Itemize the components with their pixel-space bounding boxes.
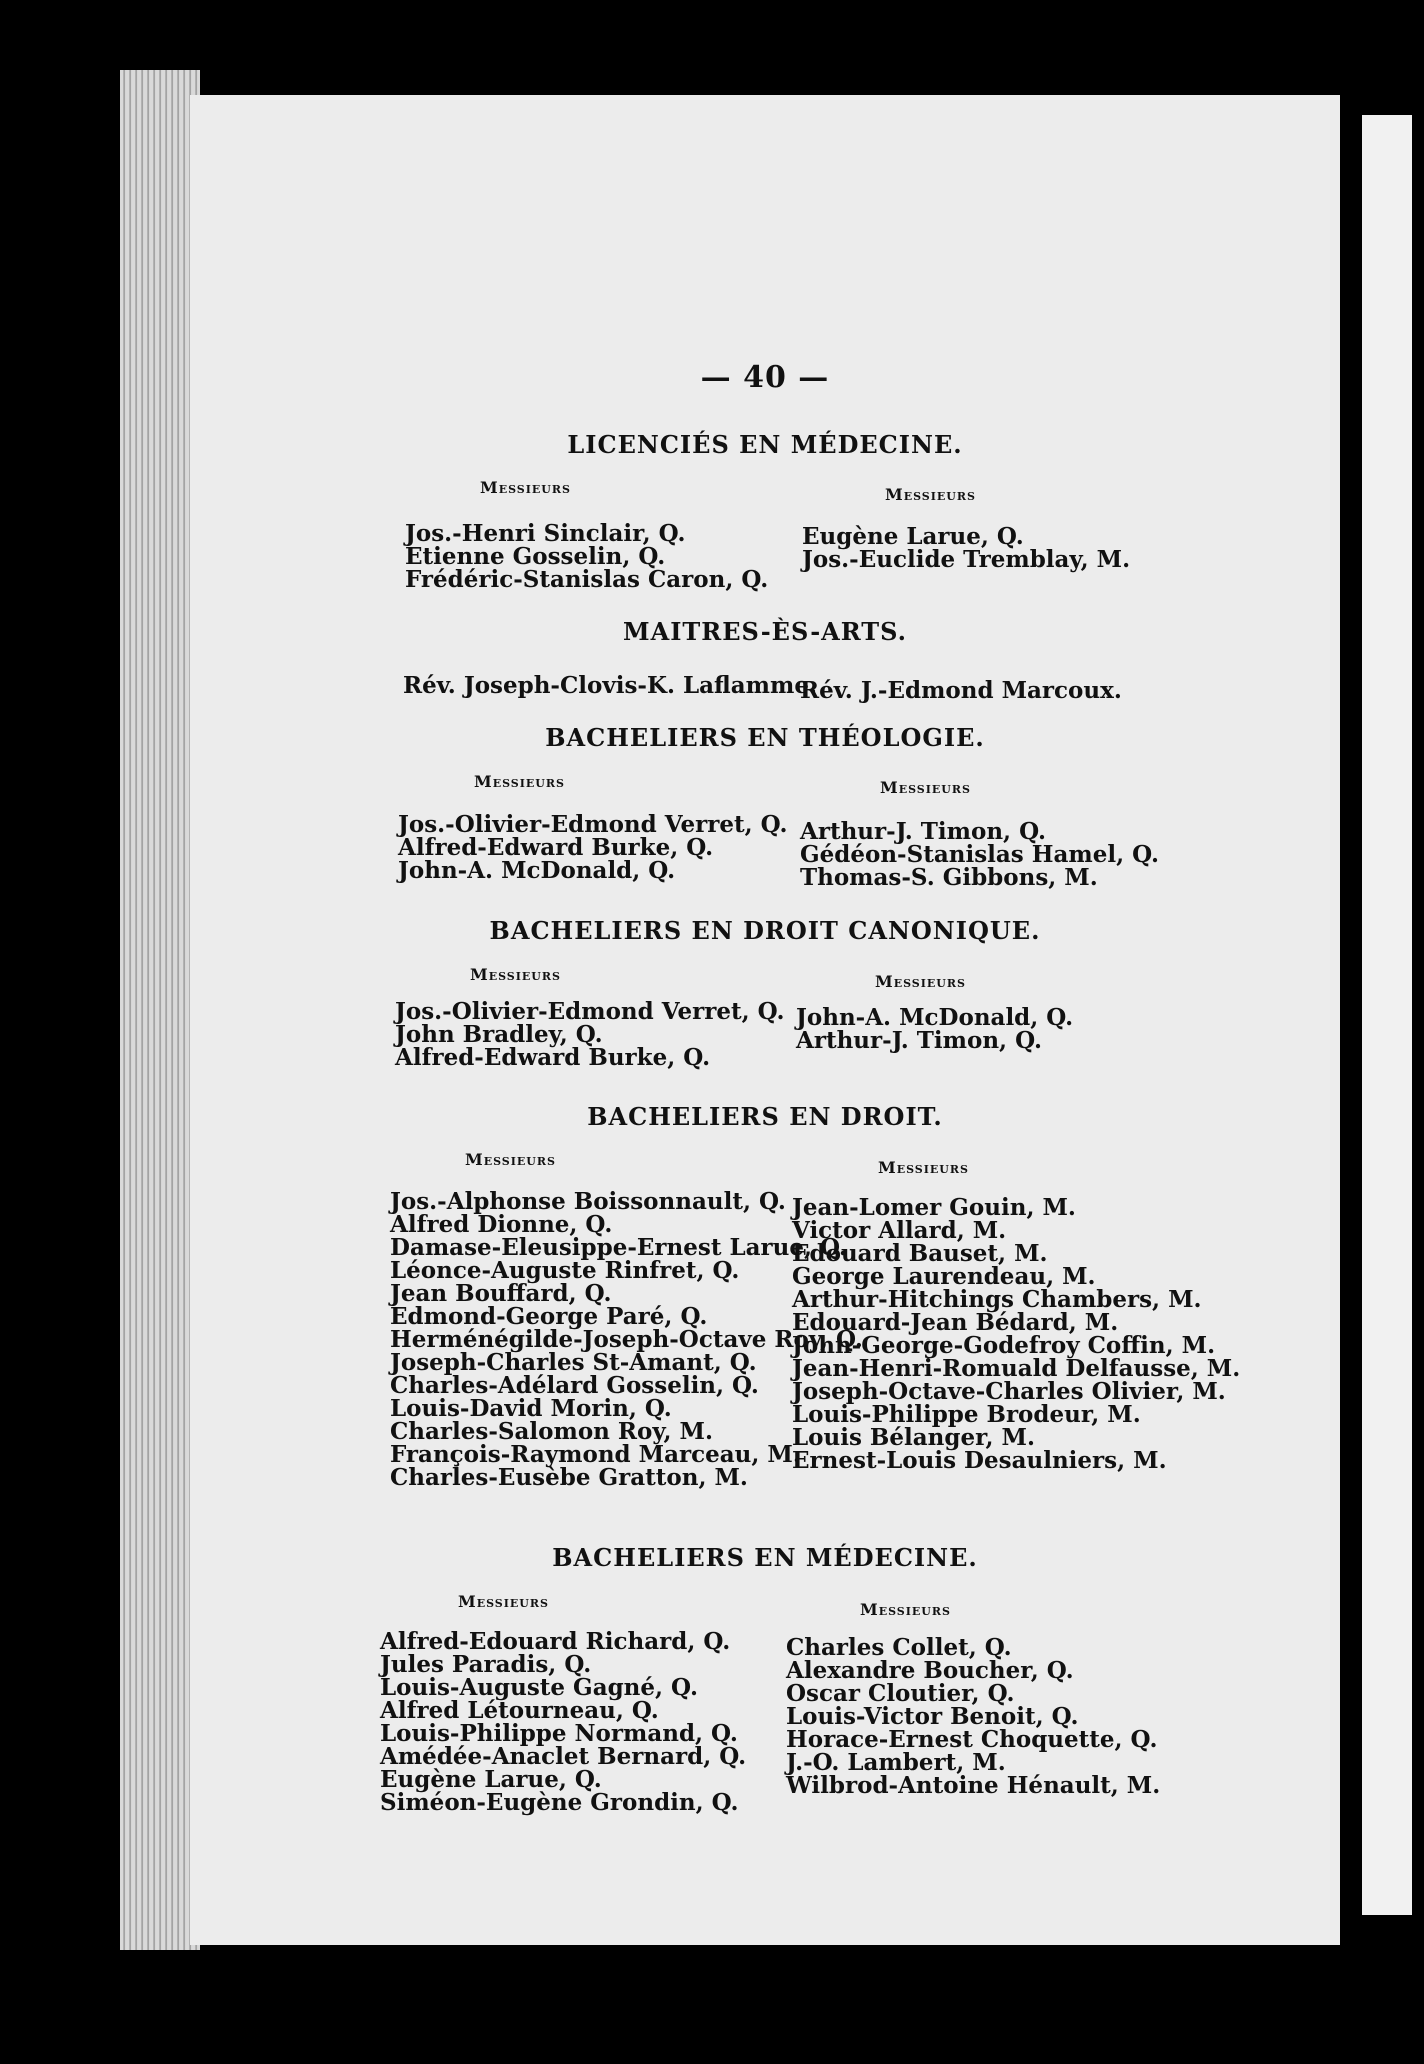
- column-heading-left: Messieurs: [480, 478, 571, 497]
- list-item: Jos.-Alphonse Boissonnault, Q.: [390, 1188, 786, 1215]
- list-item: Jos.-Euclide Tremblay, M.: [802, 546, 1131, 573]
- column-heading-left: Messieurs: [474, 772, 565, 791]
- list-item: Edouard Bauset, M.: [792, 1240, 1048, 1267]
- list-item: Louis-Philippe Brodeur, M.: [792, 1401, 1141, 1428]
- list-item: Alfred Létourneau, Q.: [380, 1697, 659, 1724]
- list-item: Edmond-George Paré, Q.: [390, 1303, 708, 1330]
- list-item: Alfred-Edouard Richard, Q.: [380, 1628, 731, 1655]
- section-title-bacheliers-droit: BACHELIERS EN DROIT.: [587, 1102, 943, 1131]
- list-item: François-Raymond Marceau, M.: [390, 1441, 801, 1468]
- column-heading-right: Messieurs: [880, 778, 971, 797]
- list-item: Oscar Cloutier, Q.: [786, 1680, 1015, 1707]
- list-item: John-A. McDonald, Q.: [398, 857, 676, 884]
- list-item: Louis-Victor Benoit, Q.: [786, 1703, 1079, 1730]
- list-item: Jules Paradis, Q.: [380, 1651, 592, 1678]
- list-item: John-A. McDonald, Q.: [796, 1004, 1074, 1031]
- list-item: Alfred Dionne, Q.: [390, 1211, 613, 1238]
- section-title-bacheliers-medecine: BACHELIERS EN MÉDECINE.: [552, 1543, 978, 1572]
- list-item: Jos.-Olivier-Edmond Verret, Q.: [398, 811, 788, 838]
- list-item: Arthur-Hitchings Chambers, M.: [792, 1286, 1202, 1313]
- list-item: J.-O. Lambert, M.: [786, 1749, 1006, 1776]
- list-item: John Bradley, Q.: [395, 1021, 603, 1048]
- document-page: [190, 95, 1340, 1945]
- column-heading-left: Messieurs: [465, 1150, 556, 1169]
- adjacent-page-edge: [1362, 115, 1412, 1915]
- list-item: Charles-Salomon Roy, M.: [390, 1418, 714, 1445]
- list-item: Damase-Eleusippe-Ernest Larue, Q.: [390, 1234, 847, 1261]
- list-item: George Laurendeau, M.: [792, 1263, 1096, 1290]
- section-title-bacheliers-droit-canonique: BACHELIERS EN DROIT CANONIQUE.: [489, 916, 1041, 945]
- column-heading-right: Messieurs: [875, 972, 966, 991]
- name-list-right: [800, 820, 1159, 889]
- list-item: Horace-Ernest Choquette, Q.: [786, 1726, 1158, 1753]
- list-item: John-George-Godefroy Coffin, M.: [792, 1332, 1216, 1359]
- list-item: Joseph-Octave-Charles Olivier, M.: [792, 1378, 1226, 1405]
- list-item: Alfred-Edward Burke, Q.: [398, 834, 714, 861]
- list-item: Rév. Joseph-Clovis-K. Laflamme.: [403, 672, 817, 699]
- list-item: Léonce-Auguste Rinfret, Q.: [390, 1257, 740, 1284]
- list-item: Jean-Henri-Romuald Delfausse, M.: [792, 1355, 1241, 1382]
- list-item: Frédéric-Stanislas Caron, Q.: [405, 566, 769, 593]
- name-list-left: [380, 1630, 746, 1814]
- section-title-bacheliers-theologie: BACHELIERS EN THÉOLOGIE.: [545, 723, 985, 752]
- list-item: Jean-Lomer Gouin, M.: [792, 1194, 1076, 1221]
- list-item: Charles Collet, Q.: [786, 1634, 1012, 1661]
- list-item: Wilbrod-Antoine Hénault, M.: [786, 1772, 1161, 1799]
- list-item: Louis-Philippe Normand, Q.: [380, 1720, 738, 1747]
- list-item: Louis-Auguste Gagné, Q.: [380, 1674, 698, 1701]
- list-item: Thomas-S. Gibbons, M.: [800, 864, 1098, 891]
- column-heading-right: Messieurs: [878, 1158, 969, 1177]
- list-item: Siméon-Eugène Grondin, Q.: [380, 1789, 739, 1816]
- list-item: Joseph-Charles St-Amant, Q.: [390, 1349, 757, 1376]
- list-item: Arthur-J. Timon, Q.: [796, 1027, 1042, 1054]
- section-title-maitres-es-arts: MAITRES-ÈS-ARTS.: [623, 617, 907, 646]
- column-heading-left: Messieurs: [470, 965, 561, 984]
- list-item: Louis Bélanger, M.: [792, 1424, 1036, 1451]
- name-list-left: [395, 1000, 785, 1069]
- column-heading-right: Messieurs: [885, 485, 976, 504]
- list-item: Arthur-J. Timon, Q.: [800, 818, 1046, 845]
- list-item: Edouard-Jean Bédard, M.: [792, 1309, 1119, 1336]
- list-item: Gédéon-Stanislas Hamel, Q.: [800, 841, 1159, 868]
- page-number: — 40 —: [700, 360, 830, 395]
- list-item: Alfred-Edward Burke, Q.: [395, 1044, 711, 1071]
- name-list-right: [802, 525, 1130, 571]
- name-list-right: [796, 1006, 1073, 1052]
- list-item: Jos.-Henri Sinclair, Q.: [405, 520, 686, 547]
- list-item: Eugène Larue, Q.: [380, 1766, 602, 1793]
- list-item: Herménégilde-Joseph-Octave Roy, Q.: [390, 1326, 863, 1353]
- list-item: Charles-Eusèbe Gratton, M.: [390, 1464, 748, 1491]
- list-item: Jean Bouffard, Q.: [390, 1280, 612, 1307]
- list-item: Amédée-Anaclet Bernard, Q.: [380, 1743, 747, 1770]
- list-item: Victor Allard, M.: [792, 1217, 1007, 1244]
- list-item: Alexandre Boucher, Q.: [786, 1657, 1074, 1684]
- name-list-right: [786, 1636, 1160, 1797]
- list-item: Eugène Larue, Q.: [802, 523, 1024, 550]
- section-title-licencies-medecine: LICENCIÉS EN MÉDECINE.: [567, 430, 963, 459]
- list-item: Rév. J.-Edmond Marcoux.: [800, 677, 1122, 704]
- list-item: Etienne Gosselin, Q.: [405, 543, 666, 570]
- name-list-right: [792, 1196, 1240, 1472]
- list-item: Louis-David Morin, Q.: [390, 1395, 672, 1422]
- list-item: Ernest-Louis Desaulniers, M.: [792, 1447, 1167, 1474]
- column-heading-right: Messieurs: [860, 1600, 951, 1619]
- list-item: Charles-Adélard Gosselin, Q.: [390, 1372, 759, 1399]
- column-heading-left: Messieurs: [458, 1592, 549, 1611]
- list-item: Jos.-Olivier-Edmond Verret, Q.: [395, 998, 785, 1025]
- name-list-left: [398, 813, 788, 882]
- name-list-left: [405, 522, 768, 591]
- page-edge: [120, 70, 200, 1950]
